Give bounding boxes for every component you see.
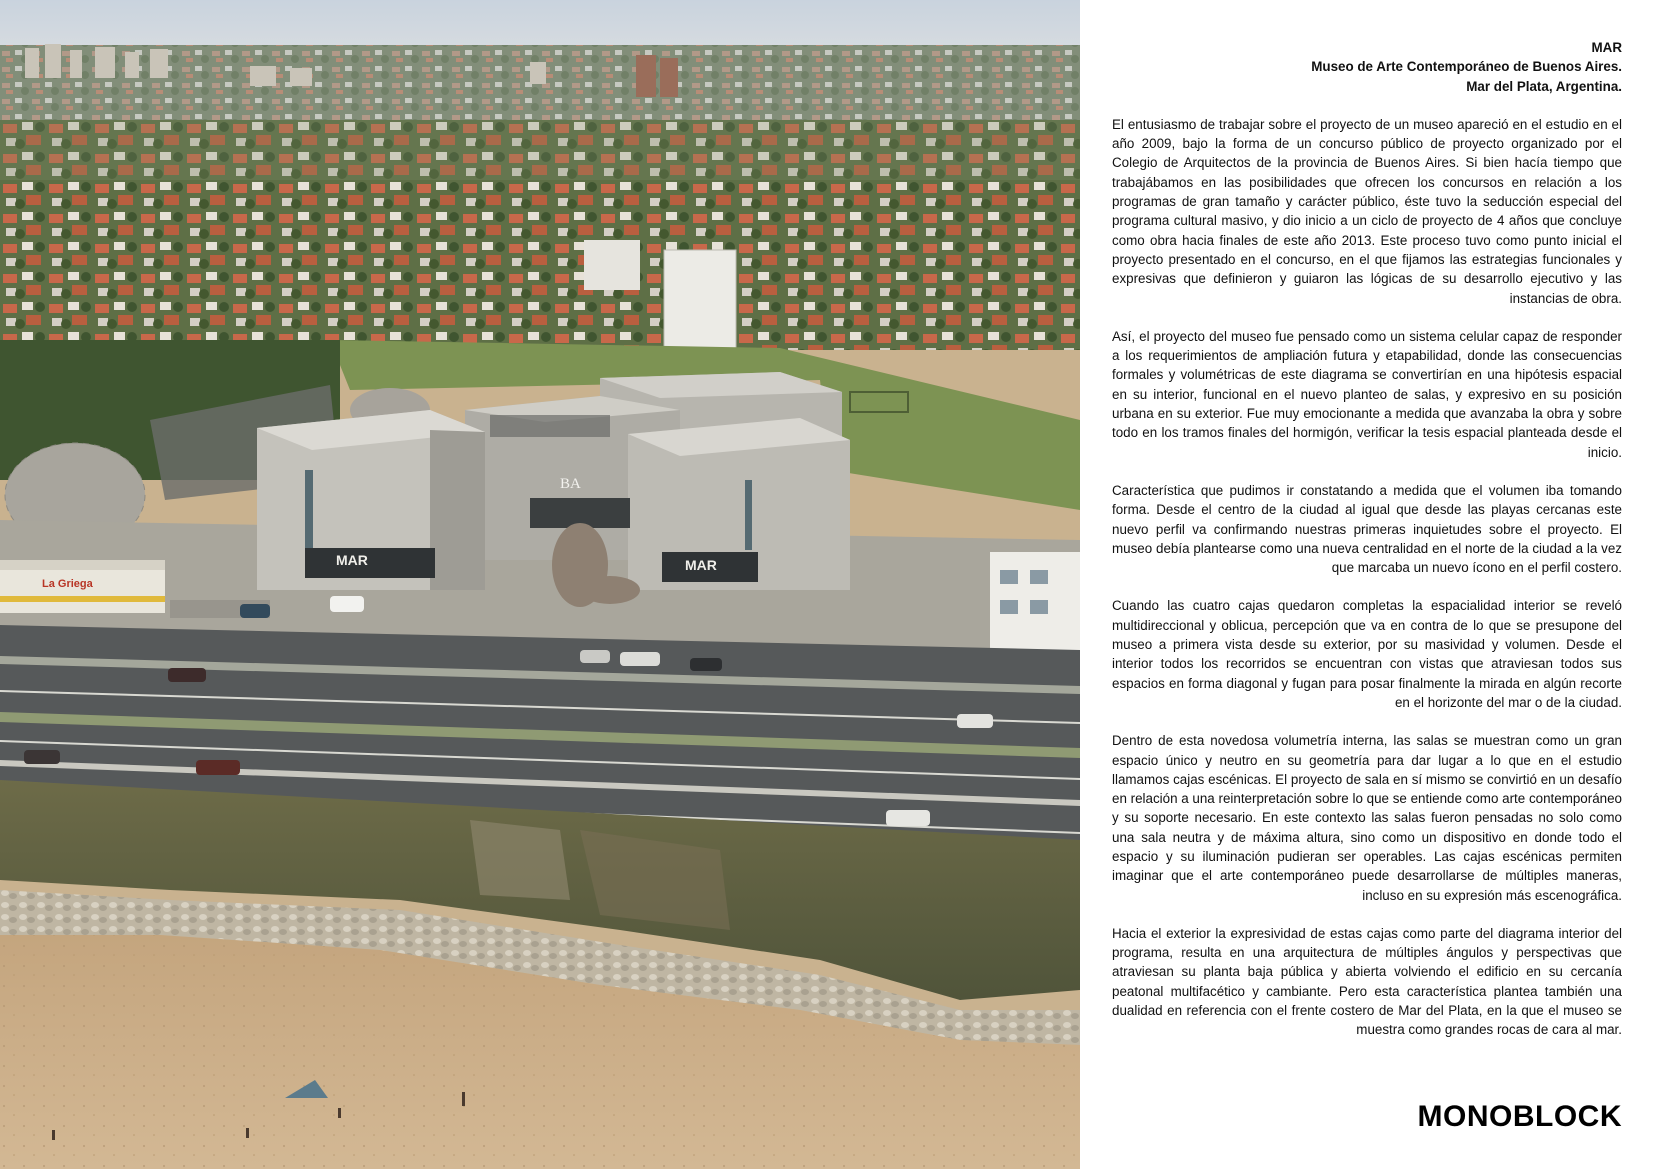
article-paragraph: Característica que pudimos ir constatando a medida que el volumen iba tomando forma. Desde el centro de la ciudad al igual que desde las playas cercanas este nuevo perfil va confirmando nuestras primeras inquietudes sobre el proyecto. El museo debía plantearse como una nueva centralidad en el norte de la ciudad a la vez que marcaba un nuevo ícono en el perfil costero.	[1112, 482, 1622, 576]
facade-mar-sign-left: MAR	[336, 552, 368, 568]
facade-ba-letters: BA	[560, 476, 581, 492]
article-paragraph: Así, el proyecto del museo fue pensado como un sistema celular capaz de responder a los requerimientos de ampliación futura y etapabilidad, donde las consecuencias formales y volumétricas de este diagrama se convertirían en una hipótesis espacial en su interior, funcional en el nuevo planteo de salas, y expresivo en su posición urbana en su exterior. Fue muy emocionante a medida que avanzaba la obra y sobre todo en los tramos finales del hormigón, verificar la tesis espacial planteada desde el inicio.	[1112, 328, 1622, 460]
article-paragraph: Cuando las cuatro cajas quedaron completas la espacialidad interior se reveló multidireccional y oblicua, percepción que va en contra de lo que se presupone del museo a primera vista desde su exterior, por su masividad y volumen. Desde el interior todos los recorridos se encuentran con vistas que atraviesan todos sus espacios en forma diagonal y fugan para posar finalmente la mirada en algún recorte en el horizonte del mar o de la ciudad.	[1112, 598, 1622, 710]
article-paragraph: Hacia el exterior la expresividad de estas cajas como parte del diagrama interior del programa, resulta en una arquitectura de múltiples ángulos y perspectivas que atraviesan su planta baja pública y abierta volviendo el edificio en su cercanía peatonal multifacético y cambiante. Pero esta característica plantea también una dualidad en referencia con el frente costero de Mar del Plata, en la que el museo se muestra como grandes rocas de cara al mar.	[1112, 925, 1622, 1038]
sign-la-griega: La Griega	[42, 578, 93, 590]
brand-logo-text: MONOBLOCK	[1417, 1100, 1622, 1133]
article-text-column	[1112, 38, 1622, 1059]
article-paragraph: El entusiasmo de trabajar sobre el proyecto de un museo apareció en el estudio en el año 2009, bajo la forma de un concurso público de proyecto organizado por el Colegio de Arquitectos de la provincia de Buenos Aires. Si bien hacía tiempo que trabajábamos en las posibilidades que ofrecen los concursos en relación a los programas de gran tamaño y carácter público, éste tuvo la seducción especial del programa cultural masivo, y dio inicio a un ciclo de proyecto de 4 años que concluye como obra hacia finales de este año 2013. Este proceso tuvo como punto inicial el proyecto presentado en el concurso, en el que fijamos las estrategias funcionales y expresivas que definieron y guiaron las lógicas de su desarrollo ejecutivo y las instancias de obra.	[1112, 116, 1622, 306]
facade-mar-sign-right: MAR	[685, 557, 717, 573]
article-paragraph: Dentro de esta novedosa volumetría interna, las salas se muestran como un gran espacio único y neutro en su geometría para dar lugar a lo que en el estudio llamamos cajas escénicas. El proyecto de sala en sí mismo se convirtió en un desafío en relación a una reinterpretación sobre lo que se entiende como arte contemporáneo y su soporte necesario. En este contexto las salas fueron pensadas no solo como una sala neutra y de máxima altura, sino como un dispositivo en donde todo el espacio y su iluminación pudieran ser operables. Las cajas escénicas permiten imaginar que el arte contemporáneo puede desarrollarse de múltiples maneras, incluso en su expresión más escenográfica.	[1112, 733, 1622, 903]
article-header	[1112, 38, 1622, 96]
article-title: MAR	[1591, 40, 1622, 55]
article-location: Mar del Plata, Argentina.	[1466, 78, 1622, 94]
article-subtitle: Museo de Arte Contemporáneo de Buenos Aires.	[1311, 59, 1622, 75]
